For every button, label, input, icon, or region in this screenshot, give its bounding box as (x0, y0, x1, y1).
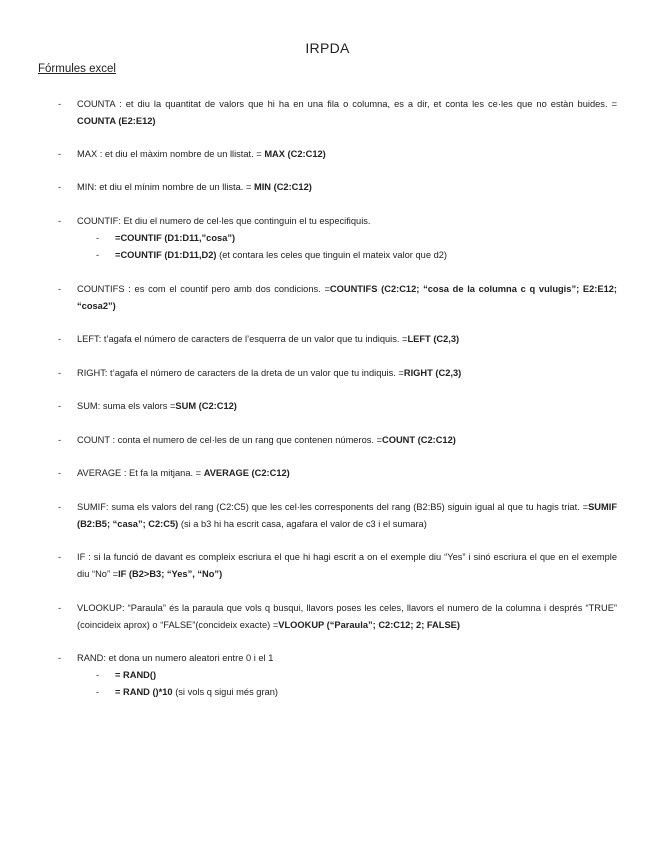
item-text: SUM: suma els valors = (77, 401, 176, 411)
sub-prefix: = (115, 670, 124, 680)
item-formula: SUMIF (B2:B5; “casa”; C2:C5) (77, 502, 617, 529)
sub-note: (si vols q sigui més gran) (172, 687, 279, 697)
sub-item-rand-1 (115, 667, 156, 684)
sub-item-rand-2 (115, 684, 278, 701)
list-item-sumif (77, 499, 617, 533)
sub-formula: RAND ()*10 (123, 687, 173, 697)
bullet: - (58, 149, 62, 159)
bullet: - (58, 502, 62, 512)
sub-item-countif-2 (115, 247, 447, 264)
item-formula: LEFT (C2,3) (407, 334, 460, 344)
sub-formula: COUNTIF (D1:D11,D2) (120, 250, 217, 260)
item-text: VLOOKUP: “Paraula” és la paraula que vols q busqui, llavors poses les celes, llavors el numero de la columna i després “TRUE” (coincideix aprox) o “FALSE”(concideix exacte) = (77, 603, 617, 630)
list-item-rand (77, 650, 617, 667)
bullet: - (58, 99, 62, 109)
item-formula: IF (B2>B3; “Yes”, “No”) (118, 569, 223, 579)
bullet: - (58, 468, 62, 478)
sub-item-countif-1 (115, 230, 235, 247)
list-item-vlookup (77, 600, 617, 634)
item-formula: SUM (C2:C12) (175, 401, 237, 411)
item-formula: COUNTIFS (C2:C12; “cosa de la columna c q vulugis”; E2:E12; “cosa2”) (77, 284, 618, 311)
item-text: COUNT : conta el numero de cel·les de un rang que contenen números. = (77, 435, 382, 445)
list-item-left (77, 331, 617, 348)
sub-note: (et contara les celes que tinguin el mateix valor que d2) (216, 250, 448, 260)
item-text: RIGHT: t’agafa el número de caracters de la dreta de un valor que tu indiquis. = (77, 368, 404, 378)
sub-formula: RAND() (123, 670, 157, 680)
item-text: SUMIF: suma els valors del rang (C2:C5) que les cel·les corresponents del rang (B2:B5) siguin igual al que tu hagis triat. = (77, 502, 589, 512)
sub-bullet: - (96, 670, 100, 680)
item-formula: RIGHT (C2,3) (403, 368, 462, 378)
bullet: - (58, 653, 62, 663)
list-item-average (77, 465, 617, 482)
bullet: - (58, 368, 62, 378)
list-item-counta (77, 96, 617, 130)
bullet: - (58, 552, 62, 562)
list-item-count (77, 432, 617, 449)
item-formula: COUNT (C2:C12) (382, 435, 456, 445)
sub-prefix: = (115, 233, 121, 243)
sub-prefix: = (115, 250, 121, 260)
sub-formula: COUNTIF (D1:D11,”cosa”) (120, 233, 236, 243)
item-text: COUNTA : et diu la quantitat de valors que hi ha en una fila o columna, es a dir, et conta les ce·les que no estàn buides. = (77, 99, 617, 109)
page-title: IRPDA (305, 40, 350, 56)
list-item-max (77, 146, 617, 163)
item-formula: AVERAGE (C2:C12) (203, 468, 290, 478)
sub-bullet: - (96, 250, 100, 260)
item-text: MIN: et diu el mínim nombre de un llista. = (77, 182, 254, 192)
item-formula: VLOOKUP (“Paraula”; C2:C12; 2; FALSE) (278, 620, 460, 630)
item-text: MAX : et diu el màxim nombre de un llistat. = (77, 149, 265, 159)
sub-prefix: = (115, 687, 124, 697)
item-text: COUNTIF: Et diu el numero de cel·les que continguin el tu especifiquis. (77, 216, 371, 226)
item-formula: MIN (C2:C12) (253, 182, 312, 192)
sub-bullet: - (96, 687, 100, 697)
item-formula: MAX (C2:C12) (264, 149, 326, 159)
item-text: AVERAGE : Et fa la mitjana. = (77, 468, 204, 478)
item-text: IF : si la funció de davant es compleix escriura el que hi hagi escrit a on el exemple diu “Yes” i sinó escriura el que en el exemple diu “No” = (77, 552, 617, 579)
item-note: (si a b3 hi ha escrit casa, agafara el valor de c3 i el sumara) (178, 519, 427, 529)
bullet: - (58, 435, 62, 445)
list-item-min (77, 179, 617, 196)
sub-bullet: - (96, 233, 100, 243)
list-item-countif (77, 213, 617, 230)
list-item-countifs (77, 281, 617, 315)
item-text: COUNTIFS : es com el countif pero amb dos condicions. = (77, 284, 330, 294)
bullet: - (58, 603, 62, 613)
bullet: - (58, 182, 62, 192)
list-item-sum (77, 398, 617, 415)
list-item-if (77, 549, 617, 583)
list-item-right (77, 365, 617, 382)
bullet: - (58, 284, 62, 294)
bullet: - (58, 216, 62, 226)
section-heading: Fórmules excel (38, 63, 116, 75)
bullet: - (58, 401, 62, 411)
item-text: LEFT: t’agafa el número de caracters de l’esquerra de un valor que tu indiquis. = (77, 334, 408, 344)
item-text: RAND: et dona un numero aleatori entre 0 i el 1 (77, 653, 274, 663)
bullet: - (58, 334, 62, 344)
item-formula: COUNTA (E2:E12) (77, 116, 156, 126)
